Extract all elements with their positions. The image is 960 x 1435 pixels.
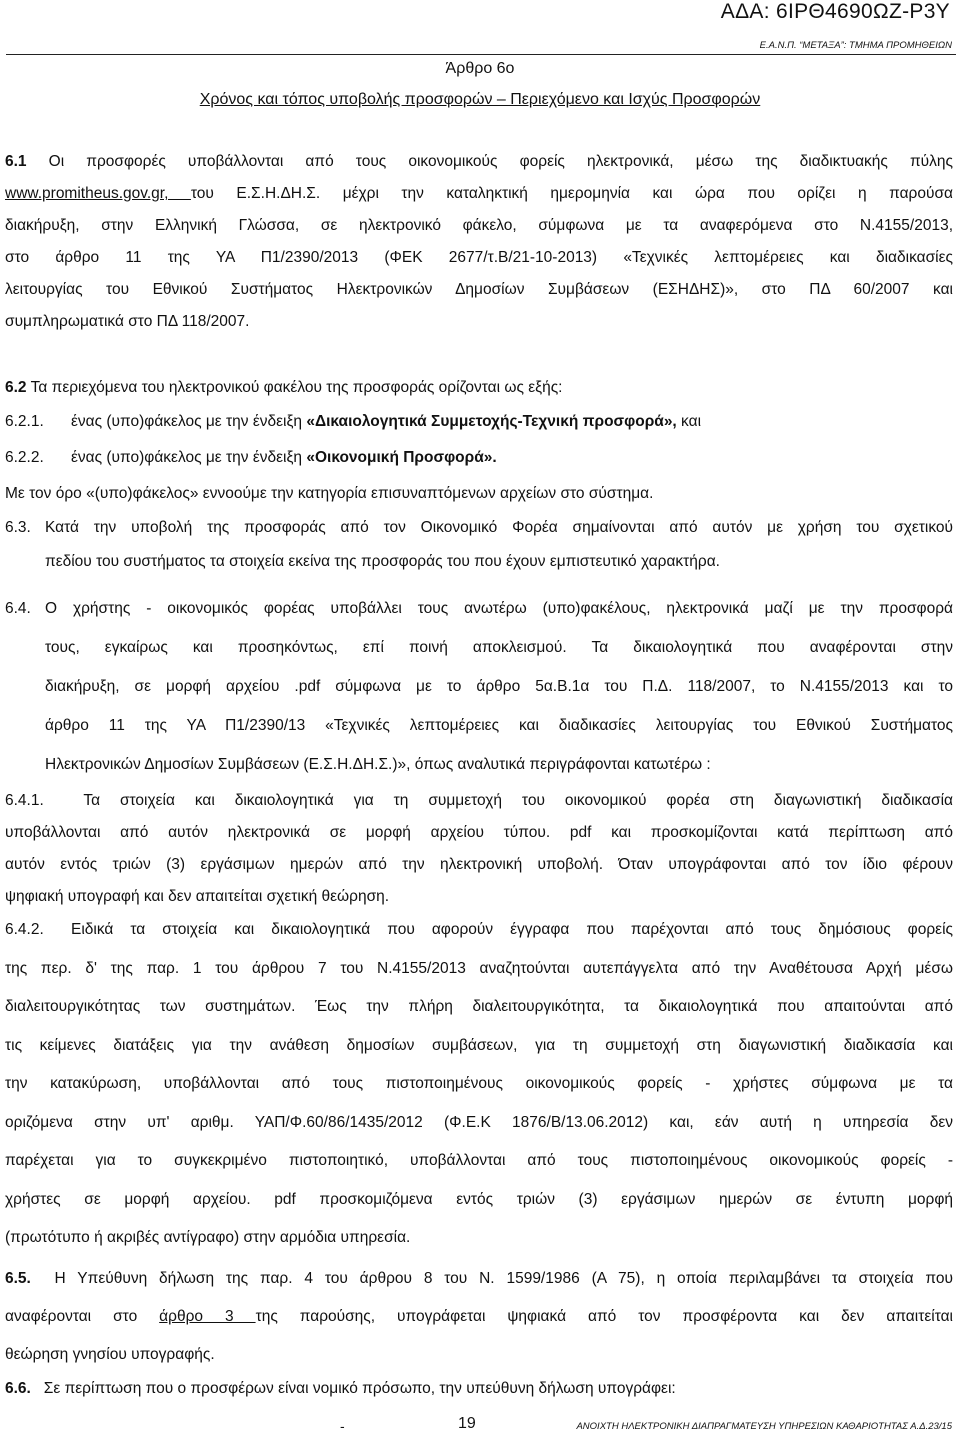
s61-line-6: συμπληρωματικά στο ΠΔ 118/2007. [5,313,250,330]
section-6-5 [5,1260,953,1374]
section-6-4 [5,589,953,784]
s642-line-8: χρήστες σε μορφή αρχείου. pdf προσκομιζόμενα εντός τριών (3) εργάσιμων ημερών σε έντυπη μορφή [5,1190,953,1208]
s642-line-2: της περ. δ' της παρ. 1 του άρθρου 7 του Ν.4155/2013 αναζητούνται αυτεπάγγελτα από την Αναθέτουσα Αρχή μέσω [5,959,953,977]
s61-line-4: στο άρθρο 11 της ΥΑ Π1/2390/2013 (ΦΕΚ 2677/τ.Β/21-10-2013) «Τεχνικές λεπτομέρειες και διαδικασίες [5,249,953,266]
s642-line-1: 6.4.2. Ειδικά τα στοιχεία και δικαιολογητικά που αφορούν έγγραφα που παρέχονται από τους δημόσιους φορείς [5,921,953,938]
section-6-6 [5,1372,953,1406]
s64-line-2: τους, εγκαίρως και προσηκόντως, επί ποινή αποκλεισμού. Τα δικαιολογητικά που αναφέρονται στην [45,639,953,656]
s64-line-3: διακήρυξη, σε μορφή αρχείου .pdf σύμφωνα με το άρθρο 5α.Β.1α του Π.Δ. 118/2007, το Ν.4155/2013 και το [45,678,953,695]
section-6-2 [5,372,953,404]
section-6-1 [5,146,953,338]
s64-line-1: 6.4. Ο χρήστης - οικονομικός φορέας υποβάλλει τους ανωτέρω (υπο)φακέλους, ηλεκτρονικά μαζί με την προσφορά [5,600,953,617]
header-divider [6,54,956,55]
s63-line-2: πεδίου του συστήματος τα στοιχεία εκείνα της προσφοράς του που έχουν εμπιστευτικό χαρακτήρα. [45,553,720,570]
section-6-4-1 [5,785,953,913]
s642-line-3: διαλειτουργικότητας των συστημάτων. Έως την πλήρη διαλειτουργικότητα, τα δικαιολογητικά που απαιτούνται από [5,998,953,1015]
section-6-3 [5,511,953,579]
s642-line-6: οριζόμενα στην υπ' αριθμ. ΥΑΠ/Φ.60/86/1435/2012 (Φ.Ε.Κ 1876/Β/13.06.2012) και, εάν αυτή η υπηρεσία δεν [5,1113,953,1131]
article-subtitle: Χρόνος και τόπος υποβολής προσφορών – Περιεχόμενο και Ισχύς Προσφορών [199,91,761,108]
s62-item-1: 6.2.1. ένας (υπο)φάκελος με την ένδειξη «Δικαιολογητικά Συμμετοχής-Τεχνική προσφορά», και [5,413,702,430]
s642-line-4: τις κείμενες διατάξεις για την ανάθεση δημοσίων συμβάσεων, για τη συμμετοχή στη διαγωνιστική διαδικασία και [5,1036,953,1054]
s62-item-2: 6.2.2. ένας (υπο)φάκελος με την ένδειξη «Οικονομική Προσφορά». [5,449,497,466]
s65-line-2: αναφέρονται στο άρθρο 3 της παρούσης, υπογράφεται ψηφιακά από τον προσφέροντα και δεν απαιτείται [5,1308,953,1325]
s62-heading: 6.2 Τα περιεχόμενα του ηλεκτρονικού φακέλου της προσφοράς ορίζονται ως εξής: [5,379,563,396]
organization-label: Ε.Α.Ν.Π. “ΜΕΤΑΞΑ”: ΤΜΗΜΑ ΠΡΟΜΗΘΕΙΩΝ [759,40,952,51]
s641-line-2: υποβάλλονται από αυτόν ηλεκτρονικά σε μορφή αρχείου τύπου. pdf και προσκομίζονται κατά περίπτωση από [5,824,953,841]
article-title: Άρθρο 6ο [445,60,515,77]
s61-line-1: 6.1 Οι προσφορές υποβάλλονται από τους οικονομικούς φορείς ηλεκτρονικά, μέσω της διαδικτυακής πύλης [5,153,953,170]
s61-line-5: λειτουργίας του Εθνικού Συστήματος Ηλεκτρονικών Δημοσίων Συμβάσεων (ΕΣΗΔΗΣ)», στο ΠΔ 60/2007 και [5,281,953,298]
article-3-link[interactable]: άρθρο 3 [159,1308,256,1325]
s66-line-1: 6.6. Σε περίπτωση που ο προσφέρων είναι νομικό πρόσωπο, την υπεύθυνη δήλωση υπογράφει: [5,1380,676,1397]
footer-dash: - [340,1418,345,1434]
page-number: 19 [458,1415,476,1432]
s642-line-5: την κατακύρωση, υποβάλλονται από τους πιστοποιημένους οικονομικούς φορείς - χρήστες σύμφωνα με τα [5,1075,953,1092]
s641-line-1: 6.4.1. Τα στοιχεία και δικαιολογητικά για τη συμμετοχή του οικονομικού φορέα στη διαγωνιστική διαδικασία [5,792,953,809]
s65-line-1: 6.5. Η Υπεύθυνη δήλωση της παρ. 4 του άρθρου 8 του Ν. 1599/1986 (Α 75), η οποία περιλαμβάνει τα στοιχεία που [5,1270,953,1287]
section-6-4-2 [5,911,953,1258]
s63-line-1: 6.3. Κατά την υποβολή της προσφοράς από τον Οικονομικό Φορέα σημαίνονται από αυτόν με χρήση του σχετικού [5,519,953,536]
s642-line-9: (πρωτότυπο ή ακριβές αντίγραφο) στην αρμόδια υπηρεσία. [5,1229,411,1246]
promitheus-link[interactable]: www.promitheus.gov.gr, [5,185,191,202]
s64-line-4: άρθρο 11 της ΥΑ Π1/2390/13 «Τεχνικές λεπτομέρειες και διαδικασίες λειτουργίας του Εθνικού Συστήματος [45,717,953,734]
s641-line-3: αυτόν εντός τριών (3) εργάσιμων ημερών από την ηλεκτρονική υποβολή. Όταν υπογράφονται από τον ίδιο φέρουν [5,856,953,873]
s641-line-4: ψηφιακή υπογραφή και δεν απαιτείται σχετική θεώρηση. [5,888,390,905]
s61-line-2: www.promitheus.gov.gr, του Ε.Σ.Η.ΔΗ.Σ. μέχρι την καταληκτική ημερομηνία και ώρα που ορίζει η παρούσα [5,185,954,202]
footer-title: ΑΝΟΙΧΤΗ ΗΛΕΚΤΡΟΝΙΚΗ ΔΙΑΠΡΑΓΜΑΤΕΥΣΗ ΥΠΗΡΕΣΙΩΝ ΚΑΘΑΡΙΟΤΗΤΑΣ Α.Δ.23/15 [576,1421,952,1432]
s64-line-5: Ηλεκτρονικών Δημοσίων Συμβάσεων (Ε.Σ.Η.ΔΗ.Σ.)», όπως αναλυτικά περιγράφονται κατωτέρω : [45,756,711,773]
s61-number: 6.1 [5,153,27,170]
ada-code: ΑΔΑ: 6ΙΡΘ4690ΩΖ-Ρ3Υ [720,0,950,23]
s62-note: Με τον όρο «(υπο)φάκελος» εννοούμε την κατηγορία επισυναπτόμενων αρχείων στο σύστημα. [5,485,654,502]
s65-line-3: θεώρηση γνησίου υπογραφής. [5,1346,215,1363]
s61-line-3: διακήρυξη, στην Ελληνική Γλώσσα, σε ηλεκτρονικό φάκελο, σύμφωνα με τα αναφερόμενα στο Ν.4155/2013, [5,217,953,234]
s642-line-7: παρέχεται για το συγκεκριμένο πιστοποιητικό, υποβάλλονται από τους πιστοποιημένους οικονομικούς φορείς - [5,1152,953,1169]
